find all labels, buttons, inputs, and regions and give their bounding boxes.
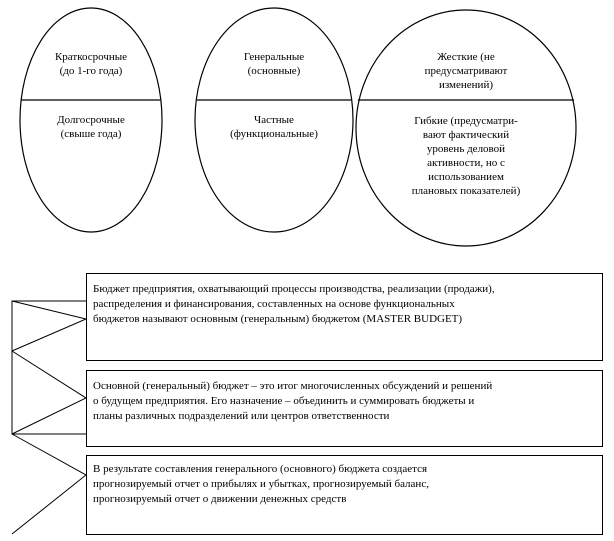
ellipse-flexibility-bottom-label: Гибкие (предусматри- вают фактический уровень деловой активности, но с использованием плановых показателей) (411, 115, 521, 197)
ellipse-scope-bottom-label: Частные (функциональные) (230, 114, 318, 140)
bracket-arrow-3 (12, 434, 86, 534)
master-budget-definition-text: Бюджет предприятия, охватывающий процессы производства, реализации (продажи), распределения и финансирования, составленных на основе функциональных бюджетов называют основным (генеральным) бюджетом (MASTER BUDGET) (93, 283, 495, 325)
ellipse-scope-top-label: Генеральные (основные) (243, 51, 305, 77)
ellipse-term-top-label: Краткосрочные (до 1-го года) (54, 51, 128, 77)
master-budget-definition-box (86, 273, 603, 361)
master-budget-result-text: В результате составления генерального (основного) бюджета создается прогнозируемый отчет о прибылях и убытках, прогнозируемый баланс, прогнозируемый отчет о движении денежных средств (93, 463, 429, 505)
ellipse-term-bottom-label: Долгосрочные (свыше года) (57, 114, 125, 140)
master-budget-purpose-text: Основной (генеральный) бюджет – это итог многочисленных обсуждений и решений о будущем предприятия. Его назначение – объединить и суммировать бюджеты и планы различных подразделений или центров ответственности (93, 380, 493, 422)
bracket-arrow-1 (12, 301, 86, 351)
master-budget-purpose-box (86, 370, 603, 447)
bracket-frame (12, 301, 86, 434)
bracket-arrow-2 (12, 351, 86, 434)
master-budget-result-box (86, 455, 603, 535)
ellipse-flexibility-top-label: Жесткие (не предусматривают изменений) (424, 51, 508, 91)
